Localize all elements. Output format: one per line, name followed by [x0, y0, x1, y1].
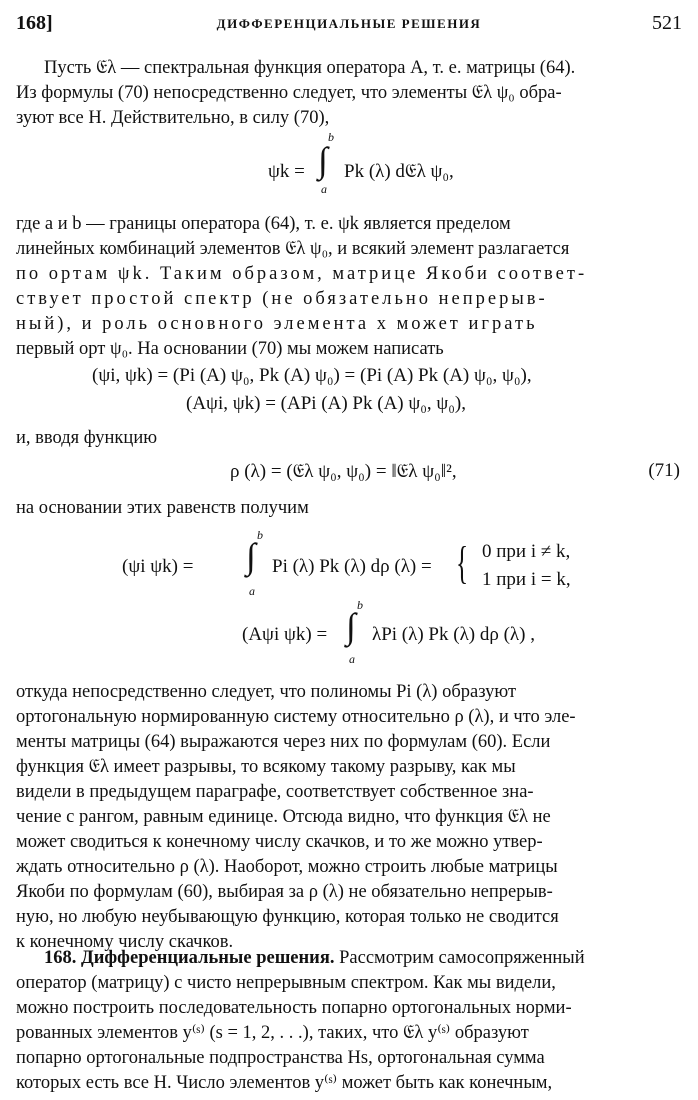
text-line: менты матрицы (64) выражаются через них по формулам (60). Если	[16, 732, 551, 752]
text-fragment: Рассмотрим самосопряженный	[339, 948, 585, 968]
integral-lower-limit: a	[349, 652, 355, 666]
paragraph-4	[16, 496, 680, 521]
text-line: Из формулы (70) непосредственно следует, что элементы 𝔈λ ψ₀ обра-	[16, 83, 562, 103]
text-line: функция 𝔈λ имеет разрывы, то всякому такому разрыву, как мы	[16, 757, 516, 777]
text-line: можно построить последовательность попарно ортогональных норми-	[16, 998, 572, 1018]
equation-number: (71)	[648, 460, 680, 481]
text-line: Пусть 𝔈λ — спектральная функция оператора A, т. е. матрицы (64).	[44, 58, 576, 78]
equation-inner-products: (ψi, ψk) = (Pi (A) ψ₀, Pk (A) ψ₀) = (Pi (A) Pk (A) ψ₀, ψ₀),	[92, 365, 532, 386]
text-line: откуда непосредственно следует, что полиномы Pi (λ) образуют	[16, 682, 517, 702]
equation-lhs: (Aψi ψk) =	[242, 624, 328, 645]
integral-sign: ∫	[346, 606, 356, 646]
page-header	[16, 12, 682, 38]
text-line: оператор (матрицу) с чисто непрерывным спектром. Как мы видели,	[16, 973, 556, 993]
integral-upper-limit: b	[257, 528, 263, 542]
cases-brace: {	[456, 537, 469, 588]
section-first-line	[16, 946, 680, 971]
text-line: ную, но любую неубывающую функцию, которая только не сводится	[16, 907, 559, 927]
text-line: Якоби по формулам (60), выбирая за ρ (λ) не обязательно непрерыв-	[16, 882, 553, 902]
equation-71: ρ (λ) = (𝔈λ ψ₀, ψ₀) = ‖𝔈λ ψ₀‖²,	[230, 461, 457, 482]
section-title: 168. Дифференциальные решения.	[44, 948, 335, 968]
text-line: рованных элементов y⁽ˢ⁾ (s = 1, 2, . . .), таких, что 𝔈λ y⁽ˢ⁾ образуют	[16, 1023, 529, 1043]
paragraph-5	[16, 680, 680, 955]
paragraph-2	[16, 212, 680, 362]
section-168	[16, 946, 680, 1096]
text-line: видели в предыдущем параграфе, соответствует собственное зна-	[16, 782, 534, 802]
text-line: которых есть все H. Число элементов y⁽ˢ⁾ может быть как конечным,	[16, 1073, 553, 1093]
equation-operator-products: (Aψi, ψk) = (APi (A) Pk (A) ψ₀, ψ₀),	[186, 393, 466, 414]
integral-lower-limit: a	[249, 584, 255, 598]
integral-sign: ∫	[246, 536, 256, 576]
integral-upper-limit: b	[357, 598, 363, 612]
text-line: где a и b — границы оператора (64), т. е. ψk является пределом	[16, 214, 511, 234]
text-line: по ортам ψk. Таким образом, матрице Якоби соответ-	[16, 264, 588, 284]
text-line: ный), и роль основного элемента x может играть	[16, 314, 538, 334]
text-line: на основании этих равенств получим	[16, 498, 309, 518]
equation-lhs: (ψi ψk) =	[122, 556, 194, 577]
integral-sign: ∫	[318, 140, 328, 180]
text-line: зуют все H. Действительно, в силу (70),	[16, 108, 330, 128]
paragraph-3	[16, 426, 680, 451]
text-line: ортогональную нормированную систему относительно ρ (λ), и что эле-	[16, 707, 576, 727]
running-title: ДИФФЕРЕНЦИАЛЬНЫЕ РЕШЕНИЯ	[216, 16, 482, 31]
text-line: ждать относительно ρ (λ). Наоборот, можно строить любые матрицы	[16, 857, 558, 877]
page-number: 521	[652, 12, 682, 34]
section-number: 168]	[16, 12, 53, 34]
integral-lower-limit: a	[321, 182, 327, 196]
integral-upper-limit: b	[328, 130, 334, 144]
case-one: 0 при i ≠ k,	[482, 541, 571, 562]
equation-lhs: ψk =	[268, 161, 305, 182]
text-line: чение с рангом, равным единице. Отсюда видно, что функция 𝔈λ не	[16, 807, 551, 827]
case-two: 1 при i = k,	[482, 569, 571, 590]
text-line: может сводиться к конечному числу скачков, и то же можно утвер-	[16, 832, 543, 852]
text-line: ствует простой спектр (не обязательно непрерыв-	[16, 289, 548, 309]
equation-rhs: Pk (λ) d𝔈λ ψ₀,	[344, 161, 454, 182]
text-line: первый орт ψ₀. На основании (70) мы можем написать	[16, 339, 444, 359]
text-line: и, вводя функцию	[16, 428, 158, 448]
text-line: к конечному числу скачков.	[16, 932, 234, 952]
equation-integrand: λPi (λ) Pk (λ) dρ (λ) ,	[372, 624, 535, 645]
equation-integrand: Pi (λ) Pk (λ) dρ (λ) =	[272, 556, 432, 577]
text-line: линейных комбинаций элементов 𝔈λ ψ₀, и всякий элемент разлагается	[16, 239, 570, 259]
paragraph-1	[16, 56, 680, 131]
text-line: попарно ортогональные подпространства Hs, ортогональная сумма	[16, 1048, 545, 1068]
